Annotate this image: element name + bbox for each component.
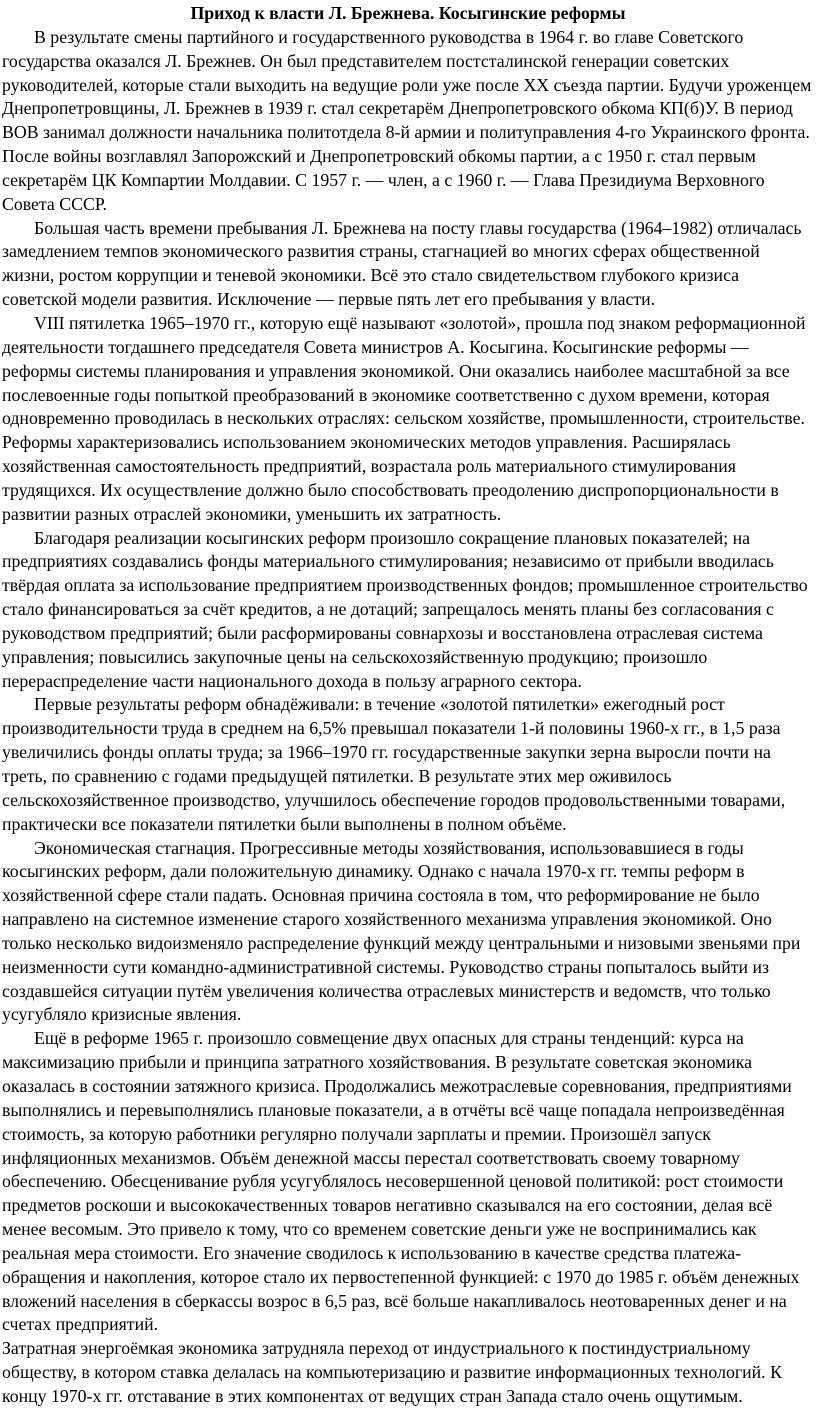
paragraph-7: Ещё в реформе 1965 г. произошло совмещение двух опасных для страны тенденций: курса на максимизацию прибыли и принципа затратного хозяйствования. В результате советская экономика оказалась в состоянии затяжного кризиса. Продолжались межотраслевые соревнования, предприятиями выполнялись и перевыполнялись плановые показатели, а в отчёты всё чаще попадала непроизведённая стоимость, за которую работники регулярно получали зарплаты и премии. Произошёл запуск инфляционных механизмов. Объём денежной массы перестал соответствовать своему товарному обеспечению. Обесценивание рубля усугублялось несовершенной ценовой политикой: рост стоимости предметов роскоши и высококачественных товаров негативно сказывался на его состоянии, делая всё менее весомым. Это привело к тому, что со временем советские деньги уже не воспринимались как реальная мера стоимости. Его значение сводилось к использованию в качестве средства платежа-обращения и накопления, которое стало их первостепенной функцией: с 1970 до 1985 г. объём денежных вложений населения в сберкассы возрос в 6,5 раз, всё больше накапливалось неотоваренных денег и на счетах предприятий. — [2, 1028, 800, 1335]
paragraph-4: Благодаря реализации косыгинских реформ произошло сокращение плановых показателей; на предприятиях создавались фонды материального стимулирования; независимо от прибыли вводилась твёрдая оплата за использование предприятием производственных фондов; промышленное строительство стало финансироваться за счёт кредитов, а не дотаций; запрещалось менять планы без согласования с руководством предприятий; были расформированы совнархозы и восстановлена отраслевая система управления; повысились закупочные цены на сельскохозяйственную продукцию; произошло перераспределение части национального дохода в пользу аграрного сектора. — [2, 527, 808, 691]
document-title: Приход к власти Л. Брежнева. Косыгинские реформы — [190, 3, 626, 23]
paragraph-1: В результате смены партийного и государственного руководства в 1964 г. во главе Советского государства оказался Л. Брежнев. Он был представителем постсталинской генерации советских руководителей, которые стали выходить на ведущие роли уже после XX съезда партии. Будучи уроженцем Днепропетровщины, Л. Брежнев в 1939 г. стал секретарём Днепропетровского обкома КП(б)У. В период ВОВ занимал должности начальника политотдела 8-й армии и политуправления 4-го Украинского фронта. После войны возглавлял Запорожский и Днепропетровский обкомы партии, а с 1950 г. стал первым секретарём ЦК Компартии Молдавии. С 1957 г. — член, а с 1960 г. — Глава Президиума Верховного Совета СССР. — [2, 26, 812, 214]
paragraph-8: Затратная энергоёмкая экономика затрудняла переход от индустриального к постиндустриальному обществу, в котором ставка делалась на компьютеризацию и развитие информационных технологий. К концу 1970-х гг. отставание в этих компонентах от ведущих стран Запада стало очень ощутимым. — [2, 1338, 782, 1406]
paragraph-3: VIII пятилетка 1965–1970 гг., которую ещё называют «золотой», прошла под знаком реформационной деятельности тогдашнего председателя Совета министров А. Косыгина. Косыгинские реформы — реформы системы планирования и управления экономикой. Они оказались наиболее масштабной за все послевоенные годы попыткой преобразований в экономике соответственно с духом времени, которая одновременно проводилась в нескольких отраслях: сельском хозяйстве, промышленности, строительстве. Реформы характеризовались использованием экономических методов управления. Расширялась хозяйственная самостоятельность предприятий, возрастала роль материального стимулирования трудящихся. Их осуществление должно было способствовать преодолению диспропорциональности в развитии разных отраслей экономики, уменьшить их затратность. — [2, 312, 806, 524]
paragraph-6: Экономическая стагнация. Прогрессивные методы хозяйствования, использовавшиеся в годы косыгинских реформ, дали положительную динамику. Однако с начала 1970-х гг. темпы реформ в хозяйственной сфере стали падать. Основная причина состояла в том, что реформирование не было направлено на системное изменение старого хозяйственного механизма управления экономикой. Оно только несколько видоизменяло распределение функций между центральными и низовыми звеньями при неизменности сути командно-административной системы. Руководство страны попыталось выйти из создавшейся ситуации путём увеличения количества отраслевых министерств и ведомств, что только усугубляло кризисные явления. — [2, 837, 801, 1025]
paragraph-2: Большая часть времени пребывания Л. Брежнева на посту главы государства (1964–1982) отличалась замедлением темпов экономического развития страны, стагнацией во многих сферах общественной жизни, ростом коррупции и теневой экономики. Всё это стало свидетельством глубокого кризиса советской модели развития. Исключение — первые пять лет его пребывания у власти. — [2, 217, 802, 310]
paragraph-5: Первые результаты реформ обнадёживали: в течение «золотой пятилетки» ежегодный рост производительности труда в среднем на 6,5% превышал показатели 1-й половины 1960-х гг., в 1,5 раза увеличились фонды оплаты труда; за 1966–1970 гг. государственные закупки зерна выросли почти на треть, по сравнению с годами предыдущей пятилетки. В результате этих мер оживилось сельскохозяйственное производство, улучшилось обеспечение городов продовольственными товарами, практически все показатели пятилетки были выполнены в полном объёме. — [2, 694, 786, 834]
